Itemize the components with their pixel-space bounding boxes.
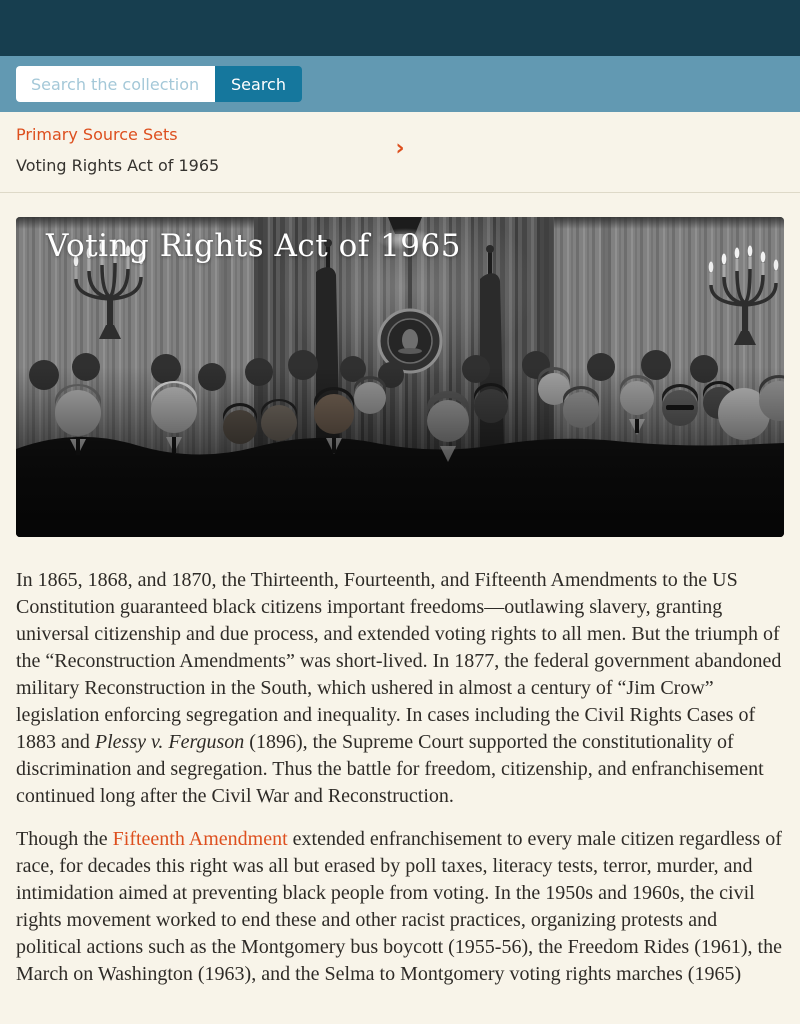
search-button[interactable]: Search	[215, 66, 302, 102]
case-name-italic: Plessy v. Ferguson	[94, 731, 245, 753]
second-paragraph-text: Though the	[16, 828, 113, 850]
intro-paragraph-text: In 1865, 1868, and 1870, the Thirteenth, Fourteenth, and Fifteenth Amendments to the US Constitution guaranteed black citizens important freedoms—outlawing slavery, granting universal citizenship and due process, and extended voting rights to all men. But the triumph of the “Reconstruction Amendments” was short-lived. In 1877, the federal government abandoned military Reconstruction in the South, which ushered in almost a century of “Jim Crow” legislation enforcing segregation and inequality. In cases including the Civil Rights Cases of 1883 and	[16, 569, 782, 753]
search-bar	[0, 56, 800, 112]
intro-paragraph	[16, 567, 784, 810]
page-title: Voting Rights Act of 1965	[46, 228, 461, 264]
second-paragraph-text-cont: extended enfranchisement to every male citizen regardless of race, for decades this right was all but erased by poll taxes, literacy tests, terror, murder, and intimidation aimed at preventing black people from voting. In the 1950s and 1960s, the civil rights movement worked to end these and other racist practices, organizing protests and political actions such as the Montgomery bus boycott (1955-56), the Freedom Rides (1961), the March on Washington (1963), and the Selma to Montgomery voting rights marches (1965)	[16, 828, 782, 985]
hero-photo-illustration	[16, 217, 784, 537]
chevron-right-icon[interactable]: ›	[395, 136, 405, 161]
search-input[interactable]	[16, 66, 215, 102]
search-form	[16, 66, 302, 102]
hero-image	[16, 217, 784, 537]
bottom-fade	[16, 367, 784, 537]
top-navigation-bar	[0, 0, 800, 56]
breadcrumb-link-primary-source-sets[interactable]: Primary Source Sets	[16, 125, 178, 144]
fifteenth-amendment-link[interactable]: Fifteenth Amendment	[112, 828, 288, 850]
main-content	[0, 217, 800, 988]
breadcrumb	[0, 112, 800, 193]
breadcrumb-current-page: Voting Rights Act of 1965	[16, 156, 220, 175]
intro-paragraph-text-cont: (1896), the Supreme Court supported the constitutionality of discrimination and segregation. Thus the battle for freedom, citizenship, and enfranchisement continued long after the Civil War and Reconstruction.	[16, 731, 764, 807]
article-body	[0, 567, 800, 988]
second-paragraph	[16, 826, 784, 988]
